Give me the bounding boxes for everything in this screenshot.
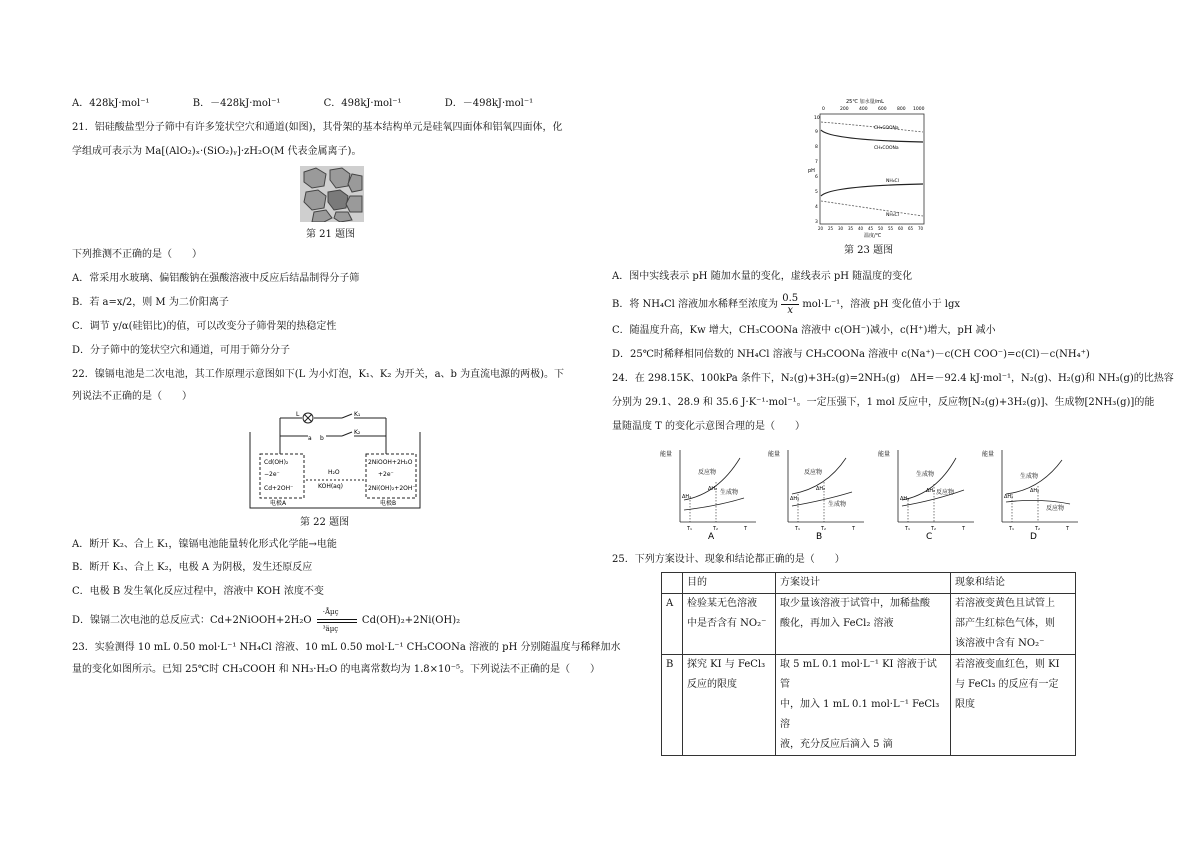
cell-line: 液，充分反应后滴入 5 滴	[780, 739, 893, 750]
series-label-1: CH₃COONa	[874, 126, 899, 131]
header-cell-key	[662, 573, 683, 594]
upper-label: 反应物	[804, 469, 823, 476]
top-tick-400: 400	[859, 107, 868, 112]
q21-option-c: C．调节 y/α(硅铝比)的值，可以改变分子筛骨架的热稳定性	[72, 321, 337, 332]
bottom-tick-70: 70	[918, 226, 924, 231]
t-label: T	[744, 526, 748, 532]
cell-line: 该溶液中含有 NO₂⁻	[955, 638, 1045, 649]
q23-option-b-prefix: B．将 NH₄Cl 溶液加水稀释至浓度为	[612, 299, 779, 310]
q23-chart	[808, 96, 932, 240]
q23-option-c: C．随温度升高，Kw 增大，CH₃COONa 溶液中 c(OH⁻)减小，c(H⁺)增大，pH 减小	[612, 325, 996, 336]
q25-stem: 25．下列方案设计、现象和结论都正确的是（ ）	[612, 554, 845, 565]
upper-label: 反应物	[698, 469, 717, 476]
ylabel: 能量	[660, 451, 673, 458]
energy-graphs	[658, 444, 1078, 540]
y-tick-4: 4	[815, 205, 818, 210]
fraction	[781, 293, 799, 316]
top-tick-0: 0	[822, 107, 825, 112]
t-label: T	[1066, 526, 1070, 532]
q22-stem-2: 列说法不正确的是（ ）	[72, 391, 192, 402]
dh2-label: ΔH₂	[1030, 488, 1040, 494]
q21-stem-1: 21．铝硅酸盐型分子筛中有许多笼状空穴和通道(如图)，其骨架的基本结构单元是硅氧四面体和铝氧四面体，化	[72, 122, 563, 133]
reversible-arrow	[315, 608, 359, 633]
graph-letter: C	[926, 532, 933, 540]
a-label: a	[308, 435, 312, 442]
cell-line: 若溶液变黄色且试管上	[955, 598, 1055, 609]
cell-line: 与 FeCl₃ 的反应有一定	[955, 679, 1059, 690]
dh1-label: ΔH₁	[900, 496, 910, 502]
cell-line: 检验某无色溶液	[687, 598, 757, 609]
bottom-ticks	[818, 226, 924, 231]
row-b-purpose	[683, 655, 776, 756]
header-cell-result: 现象和结论	[951, 573, 1076, 594]
y-tick-3: 3	[815, 220, 818, 225]
battery-diagram	[246, 410, 424, 512]
dh1-label: ΔH₁	[1004, 494, 1014, 500]
bottom-tick-65: 65	[908, 226, 914, 231]
row-a-design	[776, 594, 951, 655]
y-tick-7: 7	[815, 160, 818, 165]
t2-label: T₂	[1035, 526, 1041, 532]
row-a-purpose	[683, 594, 776, 655]
dh2-label: ΔH₂	[708, 486, 718, 492]
y-tick-6: 6	[815, 175, 818, 180]
table-row	[662, 594, 1076, 655]
t2-label: T₂	[713, 526, 719, 532]
k1-label: K₁	[354, 411, 361, 418]
cell-line: 部产生红棕色气体，则	[955, 618, 1055, 629]
t2-label: T₂	[821, 526, 827, 532]
dh1-label: ΔH₁	[682, 494, 692, 500]
table-row	[662, 655, 1076, 756]
top-tick-800: 800	[897, 107, 906, 112]
b-label: b	[320, 435, 324, 442]
y-tick-8: 8	[815, 145, 818, 150]
left-box-line-3: Cd+2OH⁻	[264, 485, 294, 492]
left-box-line-2: −2e⁻	[264, 471, 280, 478]
q24-stem-3: 量随温度 T 的变化示意图合理的是（ ）	[612, 421, 806, 432]
y-tick-10: 10	[814, 116, 820, 121]
q22-caption: 第 22 题图	[300, 517, 350, 528]
t-label: T	[852, 526, 856, 532]
bottom-tick-45: 45	[868, 226, 874, 231]
y-tick-9: 9	[815, 130, 818, 135]
t-label: T	[962, 526, 966, 532]
q23-stem-2: 量的变化如图所示。已知 25℃时 CH₃COOH 和 NH₃·H₂O 的电离常数均为 1.8×10⁻⁵。下列说法不正确的是（ ）	[72, 664, 601, 675]
k2-label: K₂	[354, 429, 361, 436]
q22-option-a: A．断开 K₂、合上 K₁，镍镉电池能量转化形式化学能→电能	[72, 539, 337, 550]
upper-label: 生成物	[1020, 473, 1039, 480]
q20-option-b: B．－428kJ·mol⁻¹	[192, 98, 281, 109]
graph-letter: A	[708, 532, 715, 540]
top-tick-1000: 1000	[913, 107, 925, 112]
lower-label: 生成物	[828, 501, 847, 508]
bottom-tick-50: 50	[878, 226, 884, 231]
bottom-tick-20: 20	[818, 226, 824, 231]
q20-option-a: A．428kJ·mol⁻¹	[72, 98, 150, 109]
series-label-4: NH₄Cl	[886, 213, 899, 218]
energy-graph-a	[658, 444, 758, 540]
water-label: H₂O	[328, 469, 340, 476]
row-b-key: B	[662, 655, 683, 756]
lamp-label: L	[296, 411, 300, 418]
q24-stem-1: 24．在 298.15K、100kPa 条件下，N₂(g)+3H₂(g)=2NH₃(g) ΔH=－92.4 kJ·mol⁻¹，N₂(g)、H₂(g)和 NH₃(g)的比热容	[612, 373, 1174, 384]
lower-label: 反应物	[1046, 505, 1065, 512]
q21-stem-2: 学组成可表示为 Ma[(AlO₂)ₓ·(SiO₂)ᵧ]·zH₂O(M 代表金属离子)。	[72, 146, 362, 157]
t2-label: T₂	[931, 526, 937, 532]
ch3coona-solid-curve	[821, 130, 923, 142]
lower-label: 反应物	[936, 489, 955, 496]
upper-label: 生成物	[916, 471, 935, 478]
cell-line: 取 5 mL 0.1 mol·L⁻¹ KI 溶液于试管	[780, 659, 937, 690]
arrow-top-label: ·Åµç	[322, 608, 339, 616]
q21-option-d: D．分子筛中的笼状空穴和通道，可用于筛分分子	[72, 345, 291, 356]
nh4cl-solid-curve	[821, 184, 923, 196]
cell-line: 中是否含有 NO₂⁻	[687, 618, 767, 629]
cell-line: 取少量该溶液于试管中，加稀盐酸	[780, 598, 930, 609]
t1-label: T₁	[687, 526, 693, 532]
q20-option-d: D．－498kJ·mol⁻¹	[444, 98, 534, 109]
q21-option-b: B．若 a=x/2，则 M 为二价阳离子	[72, 297, 229, 308]
ch3coona-dashed-curve	[821, 122, 923, 132]
dh2-label: ΔH₂	[816, 486, 826, 492]
q23-option-b-suffix: mol·L⁻¹，溶液 pH 变化值小于 lgx	[802, 299, 961, 310]
cell-line: 若溶液变血红色，则 KI	[955, 659, 1060, 670]
cell-line: 中，加入 1 mL 0.1 mol·L⁻¹ FeCl₃ 溶	[780, 699, 940, 730]
q21-caption: 第 21 题图	[306, 229, 356, 240]
y-tick-5: 5	[815, 190, 818, 195]
electrode-b-label: 电极B	[380, 500, 397, 507]
row-a-result	[951, 594, 1076, 655]
q22-option-d	[72, 608, 461, 633]
q20-option-c: C．498kJ·mol⁻¹	[323, 98, 402, 109]
row-b-result	[951, 655, 1076, 756]
q24-stem-2: 分别为 29.1、28.9 和 35.6 J·K⁻¹·mol⁻¹。一定压强下，1 mol 反应中，反应物[N₂(g)+3H₂(g)]、生成物[2NH₃(g)]的能	[612, 397, 1155, 408]
row-b-design	[776, 655, 951, 756]
series-label-2: CH₃COONa	[874, 146, 899, 151]
top-tick-600: 600	[878, 107, 887, 112]
y-axis-label: pH	[808, 168, 815, 174]
bottom-tick-60: 60	[898, 226, 904, 231]
lower-label: 生成物	[720, 489, 739, 496]
top-ticks	[822, 106, 925, 112]
cell-line: 反应的限度	[687, 679, 737, 690]
q22-option-c: C．电极 B 发生氧化反应过程中，溶液中 KOH 浓度不变	[72, 586, 324, 597]
q23-caption: 第 23 题图	[844, 245, 894, 256]
top-axis-label: 25℃ 加水量/mL	[846, 99, 884, 105]
bottom-tick-30: 30	[838, 226, 844, 231]
ylabel: 能量	[768, 451, 781, 458]
right-box-line-3: 2Ni(OH)₂+2OH⁻	[368, 485, 416, 492]
bottom-tick-25: 25	[828, 226, 834, 231]
ylabel: 能量	[878, 451, 891, 458]
q22-option-d-prefix: D．镍镉二次电池的总反应式：Cd+2NiOOH+2H₂O	[72, 615, 312, 626]
q23-option-d: D．25℃时稀释相同倍数的 NH₄Cl 溶液与 CH₃COONa 溶液中 c(Na⁺)－c(CH COO⁻)=c(Cl)－c(NH₄⁺)	[612, 349, 1090, 360]
graph-letter: B	[816, 532, 823, 540]
row-a-key: A	[662, 594, 683, 655]
t1-label: T₁	[1009, 526, 1015, 532]
fraction-numerator: 0.5	[782, 293, 799, 304]
right-box-line-2: +2e⁻	[378, 471, 394, 478]
dh2-label: ΔH₂	[926, 488, 936, 494]
header-cell-purpose: 目的	[683, 573, 776, 594]
koh-label: KOH(aq)	[318, 483, 344, 490]
lower-curve	[684, 498, 744, 510]
cell-line: 酸化，再加入 FeCl₂ 溶液	[780, 618, 894, 629]
t1-label: T₁	[905, 526, 911, 532]
cell-line: 探究 KI 与 FeCl₃	[687, 659, 766, 670]
energy-graph-c	[876, 444, 976, 540]
electrode-a-label: 电极A	[270, 500, 287, 507]
fraction-denominator: x	[787, 305, 793, 316]
q25-table	[661, 572, 1076, 756]
graph-letter: D	[1030, 532, 1037, 540]
energy-graph-b	[766, 444, 866, 540]
bottom-axis-label: 温度/℃	[864, 233, 882, 239]
t1-label: T₁	[795, 526, 801, 532]
q23-stem-1: 23．实验测得 10 mL 0.50 mol·L⁻¹ NH₄Cl 溶液、10 mL 0.50 mol·L⁻¹ CH₃COONa 溶液的 pH 分别随温度与稀释加水	[72, 642, 621, 653]
q22-stem-1: 22．镍镉电池是二次电池，其工作原理示意图如下(L 为小灯泡，K₁、K₂ 为开关，a、b 为直流电源的两极)。下	[72, 369, 565, 380]
bottom-tick-55: 55	[888, 226, 894, 231]
right-box-line-1: 2NiOOH+2H₂O	[368, 459, 413, 466]
q23-option-a: A．图中实线表示 pH 随加水量的变化，虚线表示 pH 随温度的变化	[612, 271, 913, 282]
table-header-row	[662, 573, 1076, 594]
dh1-label: ΔH₁	[790, 496, 800, 502]
energy-graph-d	[980, 444, 1080, 540]
nh4cl-dashed-curve	[821, 201, 923, 216]
bottom-tick-35: 35	[848, 226, 854, 231]
series-label-3: NH₄Cl	[886, 179, 899, 184]
q21-prompt: 下列推测不正确的是（ ）	[72, 249, 202, 260]
arrow-bottom-label: ³äµç	[322, 625, 339, 633]
ylabel: 能量	[982, 451, 995, 458]
q22-option-d-suffix: Cd(OH)₂+2Ni(OH)₂	[361, 615, 461, 626]
top-tick-200: 200	[840, 107, 849, 112]
q21-option-a: A．常采用水玻璃、偏铝酸钠在强酸溶液中反应后结晶制得分子筛	[72, 273, 360, 284]
q23-option-b	[612, 292, 960, 320]
left-box-line-1: Cd(OH)₂	[264, 459, 289, 466]
q22-option-b: B．断开 K₁、合上 K₂，电极 A 为阴极，发生还原反应	[72, 562, 313, 573]
bottom-tick-40: 40	[858, 226, 864, 231]
q20-options	[72, 97, 573, 110]
header-cell-design: 方案设计	[776, 573, 951, 594]
zeolite-figure	[300, 166, 364, 222]
cell-line: 限度	[955, 699, 975, 710]
